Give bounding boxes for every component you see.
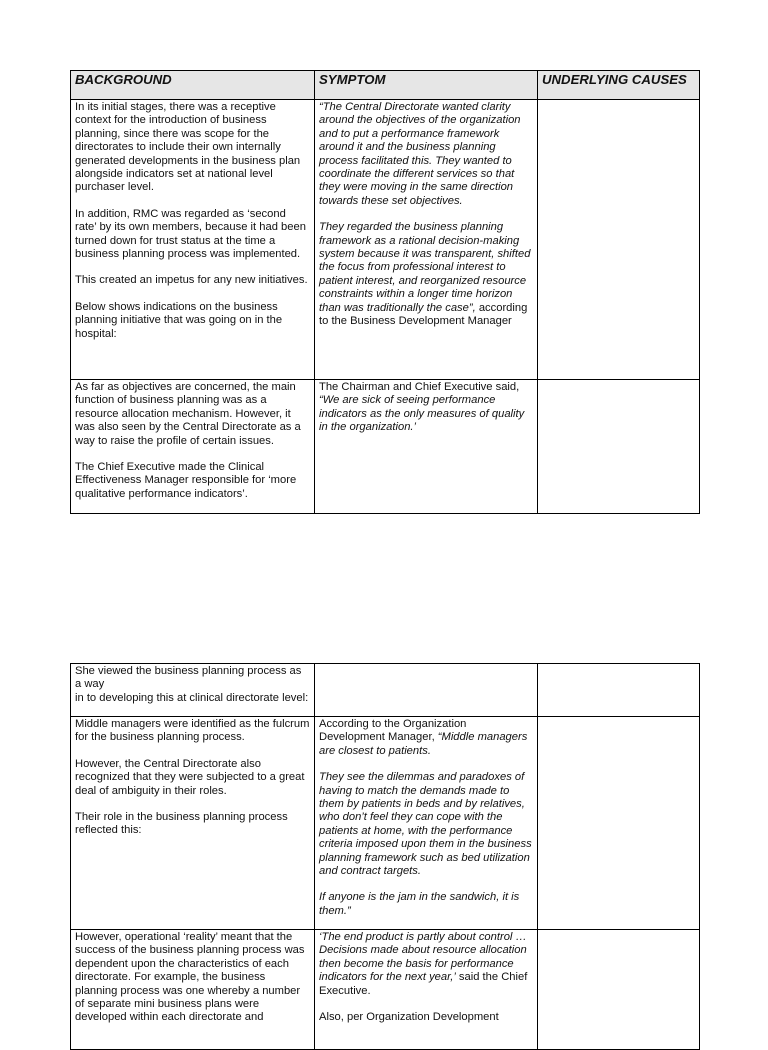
underlying-causes-cell — [538, 380, 700, 514]
symptom-quote: “The Central Directorate wanted clarity around the objectives of the organization and to put a performance framework around it and the business planning process facilitated this. They wanted to coordinate the different services so that they were moving in the same direction towards these set objectives. — [319, 101, 521, 207]
symptom-paragraph — [319, 381, 533, 435]
background-cell — [71, 717, 315, 930]
underlying-causes-cell — [538, 717, 700, 930]
symptom-cell — [315, 717, 538, 930]
table-row — [71, 100, 700, 380]
background-paragraph: Their role in the business planning process reflected this: — [75, 811, 288, 837]
background-paragraph: In its initial stages, there was a receptive context for the introduction of business planning, since there was scope for the directorates to include their own internally generated developments in the business plan alongside indicators set at national level purchaser level. — [75, 101, 301, 194]
symptom-quote: If anyone is the jam in the sandwich, it is them.” — [319, 891, 520, 917]
background-paragraph: Below shows indications on the business planning initiative that was going on in the hospital: — [75, 300, 283, 340]
analysis-table-2 — [70, 663, 700, 1050]
symptom-paragraph — [319, 931, 533, 998]
symptom-quote: ‘The end product is partly about control … Decisions made about resource allocation then become the basis for performance indicators for the next year,’ — [319, 931, 527, 984]
symptom-quote: “We are sick of seeing performance indicators as the only measures of quality in the organization.’ — [319, 394, 525, 434]
symptom-attribution: According to the Organization Development Manager, — [319, 718, 467, 744]
background-paragraph: The Chief Executive made the Clinical Effectiveness Manager responsible for ‘more qualitative performance indicators’. — [75, 461, 297, 500]
background-paragraph: Middle managers were identified as the fulcrum for the business planning process. — [75, 718, 310, 744]
table-row — [71, 717, 700, 930]
symptom-paragraph — [319, 718, 533, 758]
background-paragraph: This created an impetus for any new initiatives. — [75, 274, 308, 287]
background-paragraph: In addition, RMC was regarded as ‘second rate’ by its own members, because it had been turned down for trust status at the time a business planning process was implemented. — [75, 207, 306, 261]
symptom-cell — [315, 100, 538, 380]
symptom-attribution: The Chairman and Chief Executive said, — [319, 381, 520, 393]
symptom-cell — [315, 664, 538, 717]
background-paragraph: As far as objectives are concerned, the main function of business planning was as a resource allocation mechanism. However, it was also seen by the Central Directorate as a way to raise the profile of certain issues. — [75, 381, 301, 447]
analysis-table-1 — [70, 70, 700, 514]
table-row — [71, 930, 700, 1050]
symptom-cell — [315, 930, 538, 1050]
table-row — [71, 380, 700, 514]
background-cell — [71, 664, 315, 717]
underlying-causes-cell — [538, 930, 700, 1050]
symptom-quote: They see the dilemmas and paradoxes of having to match the demands made to them by patients in beds and by relatives, who don’t feel they can cope with the patients at home, with the performance criteria imposed upon them in the business planning framework such as bed utilization and contract targets. — [319, 771, 532, 878]
background-paragraph: However, operational ‘reality’ meant that the success of the business planning process was dependent upon the characteristics of each directorate. For example, the business planning process was one whereby a number of separate mini business plans were developed within each directorate and — [75, 931, 305, 1024]
table-header-row — [71, 71, 700, 100]
symptom-quote: They regarded the business planning framework as a rational decision-making system because it was transparent, shifted the focus from professional interest to patient interest, and reorganized resource constraints within a longer time horizon than was traditionally the case”, — [319, 221, 531, 314]
header-symptom: SYMPTOM — [315, 71, 538, 100]
underlying-causes-cell — [538, 100, 700, 380]
symptom-attribution: according to the Business Development Manager — [319, 301, 528, 328]
table-row — [71, 664, 700, 717]
background-paragraph: She viewed the business planning process as a way in to developing this at clinical directorate level: — [75, 665, 309, 704]
background-cell — [71, 930, 315, 1050]
symptom-cell — [315, 380, 538, 514]
background-paragraph: However, the Central Directorate also recognized that they were subjected to a great deal of ambiguity in their roles. — [75, 757, 305, 797]
symptom-paragraph — [319, 221, 533, 328]
underlying-causes-cell — [538, 664, 700, 717]
background-cell — [71, 380, 315, 514]
background-cell — [71, 100, 315, 380]
symptom-paragraph: Also, per Organization Development — [319, 1011, 499, 1024]
symptom-quote: “Middle managers are closest to patients. — [319, 731, 528, 757]
header-underlying-causes: UNDERLYING CAUSES — [538, 71, 700, 100]
symptom-attribution: said the Chief Executive. — [319, 971, 528, 997]
header-background: BACKGROUND — [71, 71, 315, 100]
